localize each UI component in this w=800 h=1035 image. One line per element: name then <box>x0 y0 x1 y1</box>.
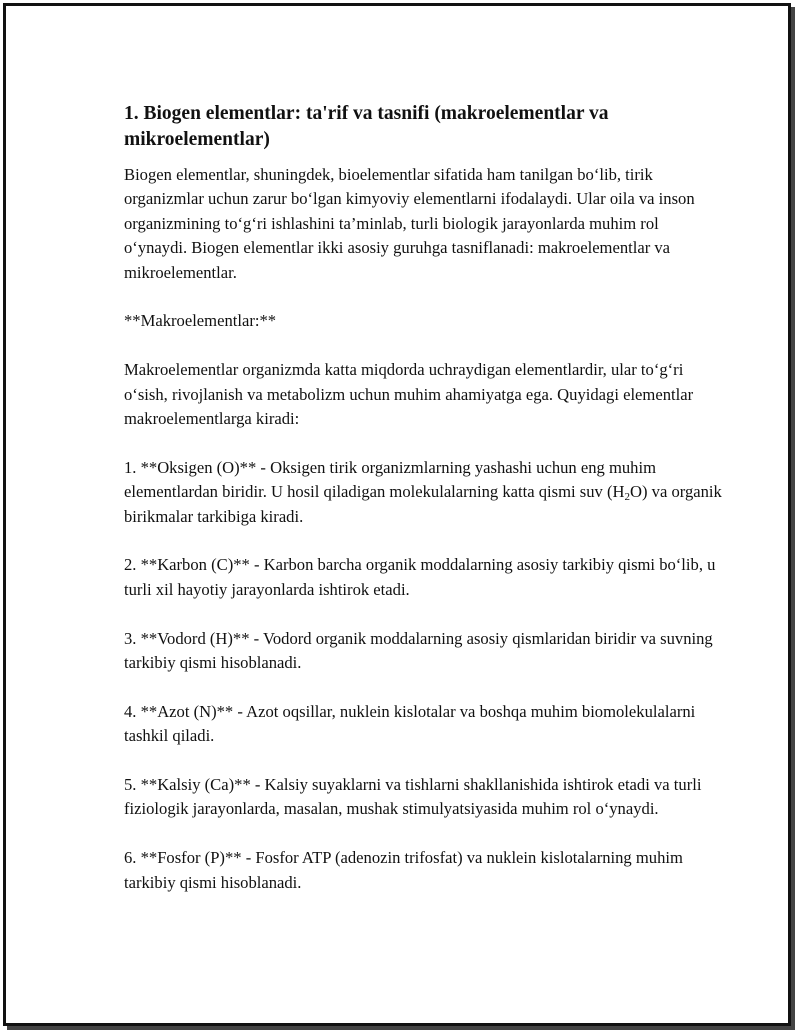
macroelements-intro: Makroelementlar organizmda katta miqdorda uchraydigan elementlardir, ular to‘g‘ri o‘sish, rivojlanish va metabolizm uchun muhim ahamiyatga ega. Quyidagi elementlar makroelementlarga kiradi: <box>124 360 694 429</box>
list-item-phosphorus: 6. **Fosfor (P)** - Fosfor ATP (adenozin trifosfat) va nuklein kislotalarning muhim tarkibiy qismi hisoblanadi. <box>124 848 683 892</box>
list-item-oxygen <box>124 456 724 529</box>
list-item-oxygen-text: 1. **Oksigen (O)** - Oksigen tirik organizmlarning yashashi uchun eng muhim elementlardan biridir. U hosil qiladigan molekulalarning katta qismi suv (H <box>124 457 656 502</box>
section-heading: 1. Biogen elementlar: ta'rif va tasnifi (makroelementlar va mikroelementlar) <box>124 103 609 150</box>
document-content <box>124 101 724 895</box>
page-frame <box>3 3 791 1026</box>
list-item-nitrogen: 4. **Azot (N)** - Azot oqsillar, nuklein kislotalar va boshqa muhim biomolekulalarni tashkil qiladi. <box>124 701 696 746</box>
list-item-hydrogen: 3. **Vodord (H)** - Vodord organik moddalarning asosiy qismlaridan biridir va suvning tarkibiy qismi hisoblanadi. <box>124 628 713 673</box>
list-item-carbon: 2. **Karbon (C)** - Karbon barcha organik moddalarning asosiy tarkibiy qismi bo‘lib, u turli xil hayotiy jarayonlarda ishtirok etadi. <box>124 555 716 599</box>
macroelements-label: **Makroelementlar:** <box>124 311 277 331</box>
list-item-oxygen-text-end: O) va organik birikmalar tarkibiga kiradi. <box>124 482 722 526</box>
subscript-two: 2 <box>624 491 630 504</box>
intro-paragraph: Biogen elementlar, shuningdek, bioelementlar sifatida ham tanilgan bo‘lib, tirik organizmlar uchun zarur bo‘lgan kimyoviy elementlarni ifodalaydi. Ular oila va inson organizmining to‘g‘ri ishlashini ta’minlab, turli biologik jarayonlarda muhim rol o‘ynaydi. Biogen elementlar ikki asosiy guruhga tasniflanadi: makroelementlar va mikroelementlar. <box>124 165 695 282</box>
list-item-calcium: 5. **Kalsiy (Ca)** - Kalsiy suyaklarni va tishlarni shakllanishida ishtirok etadi va turli fiziologik jarayonlarda, masalan, mushak stimulyatsiyasida muhim rol o‘ynaydi. <box>124 775 702 819</box>
